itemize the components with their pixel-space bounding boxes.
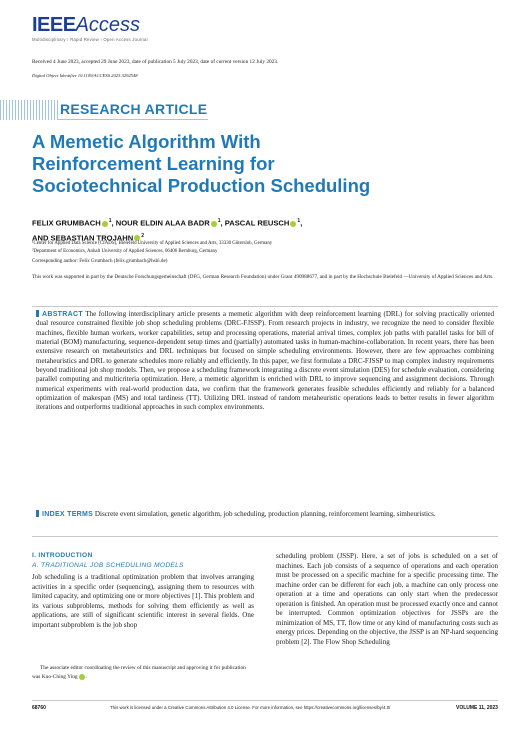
received-dates: Received 4 June 2023, accepted 29 June 2023, date of publication 5 July 2023, date of current version 12 July 2023. [32,59,279,65]
author-affil-mark: 1 [108,218,112,224]
logo-ieee: IEEE [32,14,76,36]
editor-footnote: The associate editor coordinating the review of this manuscript and approving it for publication was Kuo-Ching Ying . [32,665,246,680]
paper-title: A Memetic Algorithm With Reinforcement Learning for Sociotechnical Production Scheduling [32,131,371,196]
license-note: This work is licensed under a Creative Commons Attribution 4.0 License. For more information, see https://creativecommons.org/licenses/by/4.0/ [110,705,391,710]
body-left-column: Job scheduling is a traditional optimization problem that involves arranging activities in a specific order (sequencing), assigning them to resources with limited capacity, and optimizing one or more objectives [1]. This problem and its various subproblems, methods for solving them efficiently as well as applications, are still of significant scientific interest in several fields. One important subproblem is the job shop [32,573,254,629]
editor-footnote-text: The associate editor coordinating the review of this manuscript and approving it for publication was Kuo-Ching Ying [32,665,246,680]
logo-access: Access [75,14,141,36]
doi-line: Digital Object Identifier 10.1109/ACCESS.2023.3292548 [32,73,138,78]
author-separator: , [300,218,303,228]
abstract [36,310,494,413]
page-number: 68760 [32,705,46,711]
affiliation-1: ¹Center for Applied Data Science (CfADS), Bielefeld University of Applied Sciences and Arts, 33330 Gütersloh, Germany [32,241,273,246]
author-affil-mark: 1 [217,218,221,224]
article-type-stripes [0,100,58,120]
orcid-icon[interactable] [79,674,85,680]
funding-statement: This work was supported in part by the Deutsche Forschungsgemeinschaft (DFG, German Research Foundation) under Grant 490988677, and in part by the Hochschule Bielefeld —University of Applied Sciences and Arts. [32,274,494,280]
orcid-icon[interactable] [290,221,296,227]
abstract-marker-icon [36,310,39,317]
body-right-column: scheduling problem (JSSP). Here, a set of jobs is scheduled on a set of machines. Each job consists of a sequence of operations and each operation must be processed on a specific machine for a specific processing time. The machine order can be different for each job, a machine can only process one operation at a time and operations can only start when the predecessor operation is finished. An operation must be processed exactly once and cannot be interrupted. Common optimization objectives for JSSPs are the minimization of MS, TT, flow time or any kind of manufacturing costs such as energy prices. Depending on the objective, the JSSP is an NP-hard sequencing problem [2]. The Flow Shop Scheduling [276,552,498,646]
orcid-icon[interactable] [211,221,217,227]
abstract-heading: ABSTRACT [42,311,83,318]
article-type-underline [58,119,208,120]
abstract-text: The following interdisciplinary article presents a memetic algorithm with deep reinforcement learning (DRL) for solving practically oriented dual resource constrained flexible job shop scheduling problems (DRC-FJSSP). From research projects in industry, we recognize the need to consider flexible machines, flexible human workers, worker capabilities, setup and processing operations, material arrival times, complex job paths with parallel tasks for bill of material (BOM) manufacturing, sequence-dependent setup times and (partially) automated tasks in human-machine-collaboration. In recent years, there has been extensive research on metaheuristics and DRL techniques but focused on simple scheduling environments. However, there are few approaches combining metaheuristics and DRL to generate schedules more reliably and efficiently. In this paper, we first formulate a DRC-FJSSP to map complex industry requirements beyond traditional job shop models. Then, we propose a scheduling framework integrating a discrete event simulation (DES) for schedule evaluation, considering parallel computing and multicriteria optimization. Here, a memetic algorithm is enriched with DRL to improve sequencing and assignment decisions. Through numerical experiments with real-world production data, we confirm that the framework generates feasible schedules efficiently and reliably for a balanced optimization of makespan (MS) and total tardiness (TT). Utilizing DRL instead of random metaheuristic operations leads to better results in fewer algorithm iterations and outperforms traditional approaches in such complex environments. [36,310,494,412]
abstract-bottom-rule [32,536,498,537]
subsection-heading: A. TRADITIONAL JOB SCHEDULING MODELS [32,562,184,569]
author-affil-mark: 1 [297,218,301,224]
footer-rule [32,700,498,701]
journal-logo [32,14,140,37]
affiliation-2: ²Department of Economics, Anhalt University of Applied Sciences, 06406 Bernburg, Germany [32,249,218,254]
author-name: , PASCAL REUSCH [220,218,290,228]
index-terms-text: Discrete event simulation, genetic algorithm, job scheduling, production planning, reinforcement learning, simheuristics. [94,510,436,518]
section-heading: I. INTRODUCTION [32,552,93,559]
index-terms-marker-icon [36,510,39,517]
article-type-label: RESEARCH ARTICLE [60,101,208,117]
author-affil-mark: 2 [141,232,145,239]
logo-tagline: Multidisciplinary ⁝ Rapid Review ⁝ Open Access Journal [32,37,148,42]
author-name: FELIX GRUMBACH [32,218,101,228]
index-terms [36,510,494,520]
abstract-top-rule [32,306,498,307]
author-name: , NOUR ELDIN ALAA BADR [111,218,210,228]
index-terms-heading: INDEX TERMS [42,511,94,518]
author-list [32,215,492,244]
orcid-icon[interactable] [102,221,108,227]
corresponding-author: Corresponding author: Felix Grumbach (felix.grumbach@hsbi.de) [32,258,168,264]
volume-label: VOLUME 11, 2023 [456,705,498,711]
author-name: AND SEBASTIAN TROJAHN [32,233,134,243]
